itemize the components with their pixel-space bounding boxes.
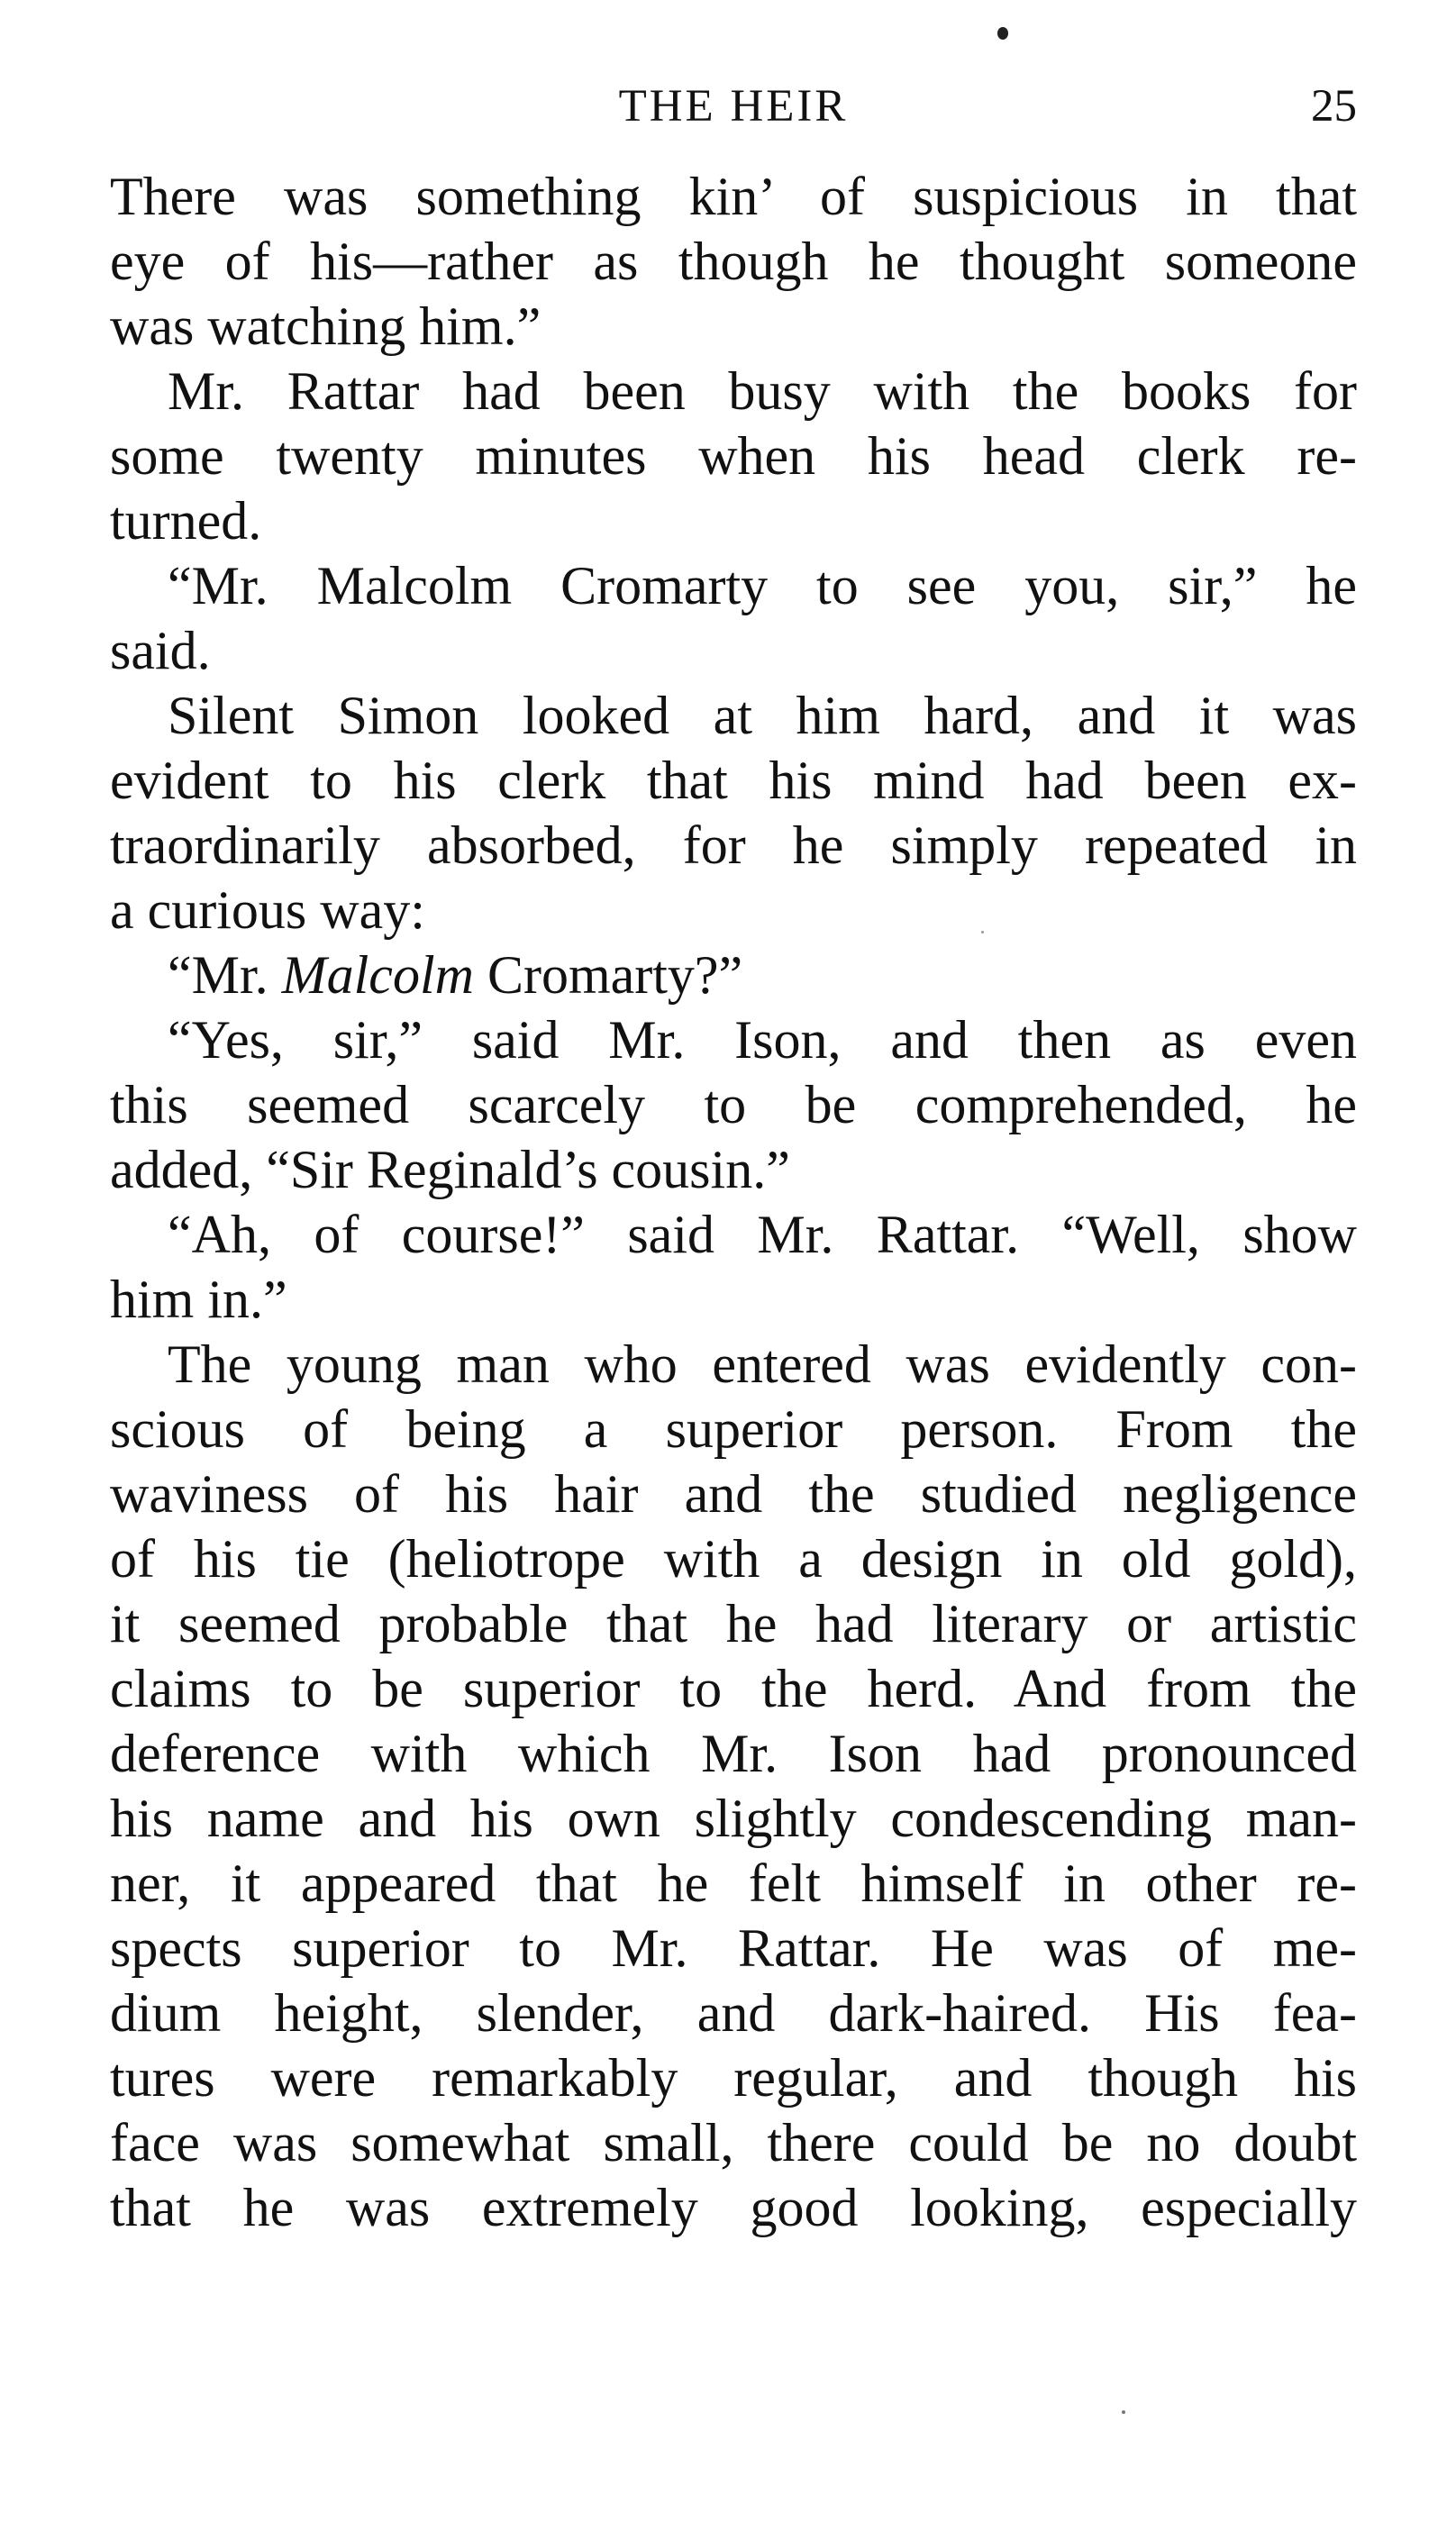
text-line: “Mr. Malcolm Cromarty to see you, sir,” he	[168, 556, 1357, 615]
text-line: his name and his own slightly condescending man-	[110, 1789, 1357, 1848]
text-line: this seemed scarcely to be comprehended, he	[110, 1075, 1357, 1134]
text-run: Cromarty?”	[487, 945, 743, 1005]
text-line: “Yes, sir,” said Mr. Ison, and then as even	[168, 1010, 1357, 1070]
ink-speck	[1122, 2410, 1125, 2414]
running-head	[110, 76, 1357, 137]
text-line: eye of his—rather as though he thought someone	[110, 232, 1357, 291]
text-line: was watching him.”	[110, 296, 541, 356]
text-line: a curious way:	[110, 880, 425, 940]
text-line: deference with which Mr. Ison had pronounced	[110, 1724, 1357, 1783]
italic-name: Malcolm	[281, 945, 474, 1005]
text-line: dium height, slender, and dark-haired. His fea-	[110, 1983, 1357, 2043]
ink-speck	[997, 27, 1008, 40]
text-line: evident to his clerk that his mind had been ex-	[110, 751, 1357, 810]
text-line: There was something kin’ of suspicious in that	[110, 167, 1357, 226]
running-title: THE HEIR	[618, 81, 849, 132]
text-line: ner, it appeared that he felt himself in other re-	[110, 1853, 1357, 1913]
text-line: scious of being a superior person. From the	[110, 1399, 1357, 1459]
text-line: The young man who entered was evidently con-	[168, 1334, 1357, 1394]
page-number: 25	[1311, 81, 1357, 132]
text-line: tures were remarkably regular, and though his	[110, 2048, 1357, 2108]
text-line: Silent Simon looked at him hard, and it was	[168, 686, 1357, 745]
text-line: that he was extremely good looking, especially	[110, 2178, 1357, 2237]
text-line: Mr. Rattar had been busy with the books for	[168, 361, 1357, 421]
text-line: added, “Sir Reginald’s cousin.”	[110, 1140, 790, 1199]
text-line: face was somewhat small, there could be no doubt	[110, 2113, 1357, 2172]
text-line	[110, 943, 1357, 1007]
text-line: it seemed probable that he had literary or artistic	[110, 1594, 1357, 1653]
text-run: “Mr.	[168, 945, 268, 1005]
body-text	[110, 164, 1357, 2240]
text-line: turned.	[110, 491, 262, 551]
text-line: claims to be superior to the herd. And from the	[110, 1659, 1357, 1718]
text-line: of his tie (heliotrope with a design in old gold),	[110, 1529, 1357, 1589]
text-line: some twenty minutes when his head clerk re-	[110, 426, 1357, 486]
text-line: him in.”	[110, 1270, 287, 1329]
text-line: waviness of his hair and the studied negligence	[110, 1464, 1357, 1524]
text-line: traordinarily absorbed, for he simply repeated in	[110, 815, 1357, 875]
text-line: said.	[110, 621, 211, 680]
text-line: spects superior to Mr. Rattar. He was of me-	[110, 1918, 1357, 1978]
text-line: “Ah, of course!” said Mr. Rattar. “Well, show	[168, 1205, 1357, 1264]
